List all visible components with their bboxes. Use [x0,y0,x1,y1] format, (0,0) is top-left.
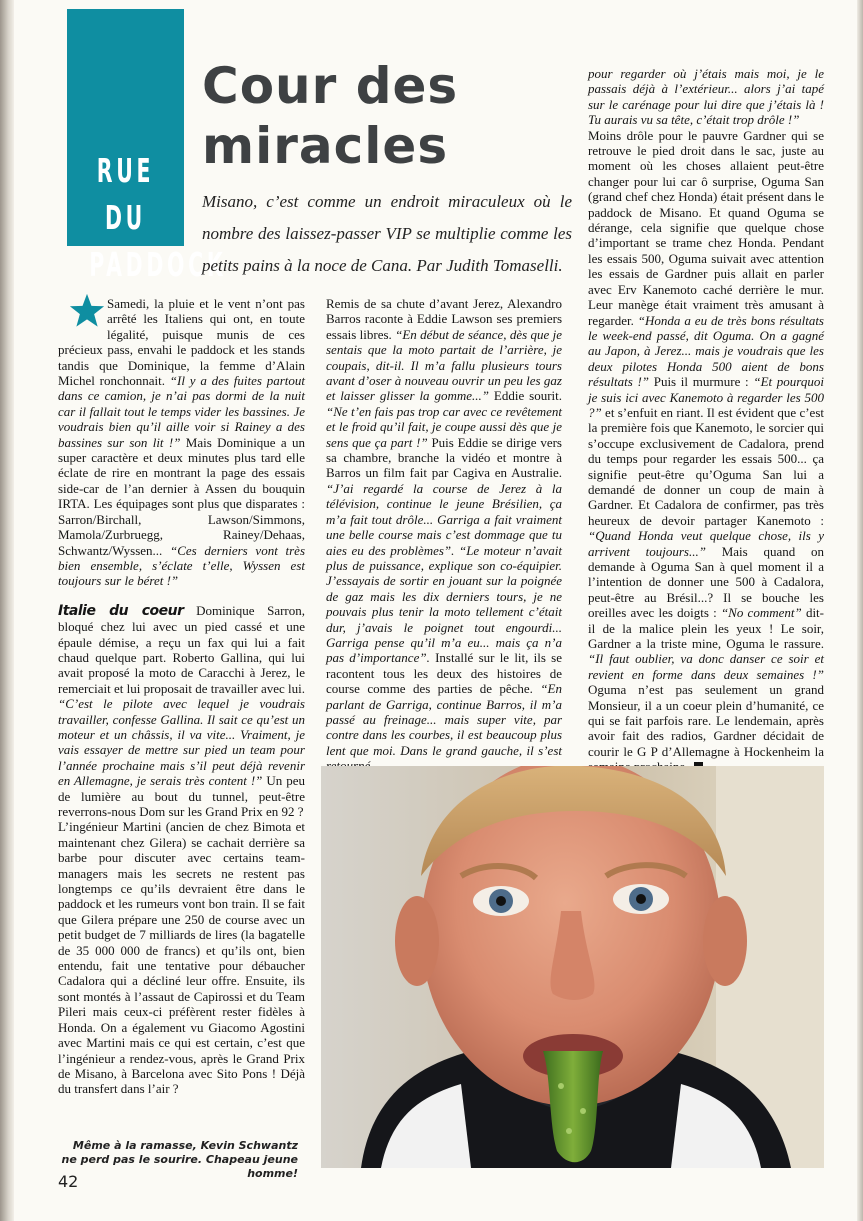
column-1 [58,296,305,1097]
quote: “No comment” [720,605,802,621]
text: Oguma n’est pas seulement un grand Monsieur, il a un coeur plein d’humanité, ce qui se fait parfois rare. Le lendemain, après avoir fait des radios, Gardner décidait de courir le G P d’Allemagne à Hockenheim la [588,682,824,759]
text: dit-il de la malice plein les yeux ! Le soir, Gardner a la triste mine, Oguma le rassure. [588,605,824,652]
quote: “Honda a eu de très bons résultats le week-end passé, dit Oguma. On a gagné au Japon, à Jerez... mais je voudrais que les deux pilotes Honda 500 aient de bons résultats !” [588,312,824,390]
page-binding [0,0,14,1221]
quote: pour regarder où j’étais mais moi, je le passais déjà à l’extérieur... alors j’ai tapé sur le carénage pour lui dire que j’étais là ! Tu aurais vu sa tête, c’était trop drôle !” [588,66,824,128]
title-line-2: miracles [202,117,449,175]
text: Puis il murmure : [649,374,754,390]
quote: “En parlant de Garriga, continue Barros, il m’a passé au freinage... mais super vite, par contre dans les courbes, il est beaucoup plus lent que moi. Dans le grand gauche, il s’est [326,681,562,758]
portrait-photo [321,766,824,1168]
quote: “Et pourquoi je suis ici avec Kanemoto à regarder les 500 ?” [588,374,824,420]
text: Eddie sourit. [489,388,562,404]
column-2 [326,296,562,774]
rubric-line-2: PADDOCK [89,245,227,284]
paragraph [326,296,562,774]
text: Puis Eddie se dirige vers sa chambre, branche la vidéo et montre à Barros un film fait par Cagiva en Australie. [326,434,562,481]
text: Mais quand on demande à Oguma San à quel moment il a l’intention de donner une 500 à Cadalora, peut-être au Brésil...? Il se bouche les oreilles avec les doigts : [588,543,824,621]
page-number: 42 [58,1172,79,1191]
article-title [202,56,582,176]
quote: “Il y a des fuites partout dans ce camion, je n’ai pas dormi de la nuit car il fallait tout le temps vider les bassines. Je voudrais bien qu’il aille voir si Rainey a des bassines sur son lit !” [58,373,306,450]
paragraph: L’ingénieur Martini (ancien de chez Bimota et maintenant chez Gilera) se cachait derrière sa barbe pour discuter avec certains team-managers mais les secrets ne restent pas longtemps ce qu’ils devraient être dans le paddock et les rumeurs vont bon train. Il se fait que Gilera prépare une 250 de course avec un petit budget de 7 milliards de lires (la bagatelle de 35 000 000 de francs) et qu’ils ont, bien entendu, fait une tentative pour débaucher Cadalora qui a décliné leur offre. Ensuite, ils sont montés à l’assaut de Capirossi et du Team Pileri mais ceux-ci préfèrent rester fidèles à Honda. On a également vu Giacomo Agostini avec Martini mais ce qui est certain, c’est que l’ingénieur a rendez-vous, après le Grand Prix de Misano, à Barcelona avec Sito Pons ! Déjà du transfert dans l’air ? [58,819,305,1097]
article-lead: Misano, c’est comme un endroit miraculeux où le nombre des laissez-passer VIP se multiplie comme les petits pains à la noce de Cana. Par Judith Tomaselli. [202,192,572,275]
quote: “Ces derniers vont très bien ensemble, s’éclate t’elle, Wyssen est toujours sur le béret !” [58,542,305,589]
photo-caption: Même à la ramasse, Kevin Schwantz ne perd pas le sourire. Chapeau jeune homme! [61,1139,298,1180]
rubric-text [89,147,227,288]
text: Un peu de lumière au bout du tunnel, peut-être reverrons-nous Dom sur les Grand Prix en 92 ? [58,773,305,819]
paragraph [58,603,305,820]
quote: “Quand Honda veut quelque chose, ils y arrivent toujours...” [588,528,824,559]
text: Installé sur le lit, ils se racontent tous les deux des histoires de course comme des parties de pêche. [326,650,562,697]
text: et s’enfuit en riant. Il est évident que c’est la première fois que Kanemoto, le sorcier qui s’occupe exclusivement de Cadalora, prend du temps pour regarder les essais 500... ça signifie peut-être qu’Oguma San lui a demandé de donner un coup de main à Gardner. Et Cadalora de confirmer, pas très heureux de devoir partager Kanemoto : [588,404,824,528]
rubric-line-1: RUE DU [96,151,155,237]
paragraph [588,128,824,775]
text: Dominique Sarron, bloqué chez lui avec un pied cassé et une épaule démise, a reçu un fax qui lui a fait chaud quelque part. Roberto Gallina, qui lui avait proposé la moto de Caracchi à Jerez, le remerciait et lui proposait de travailler avec lui. [58,602,305,696]
quote: “Ne t’en fais pas trop car avec ce revêtement et le froid qu’il fait, je coupe aussi dès que je sens que ça part !” [326,403,562,450]
page-edge [857,0,863,1221]
quote: “Il faut oublier, va donc danser ce soir et revient en forme dans deux semaines !” [588,651,824,682]
text: Samedi, la pluie et le vent n’ont pas arrêté les Italiens qui ont, en toute légalité, puisque munis de ces précieux pass, envahi le paddock et les stands tandis que Dominique, la femme d’Alain Michel ronchonnait. [58,296,305,389]
subheading: Italie du coeur [58,602,184,619]
quote: “C’est le pilote avec lequel je voudrais travailler, confesse Gallina. Il sait ce qu’est un moteur et un châssis, il va vite... Vraiment, je vais essayer de mettre sur pied un team pour l’année prochaine mais s’il peut déjà revenir en Allemagne, je serais très content !” [58,696,305,789]
column-3 [588,66,824,775]
text: Moins drôle pour le pauvre Gardner qui se retrouve le pied droit dans le sac, juste au moment où les choses allaient peut-être changer pour lui car ô surprise, Oguma San (grand chef chez Honda) était présent dans le paddock de Misano. Et quand Oguma se dérange, cela signifie que quelque chose d’important se trame chez Honda. Pendant les essais 500, Oguma suivait avec attention les essais de Gardner puis allait en parler avec Erv Kanemoto caché derrière le mur. Leur manège était vraiment très amusant à regarder. [588,127,824,328]
quote: “J’ai regardé la course de Jerez à la télévision, continue le jeune Brésilien, ça m’a fait tout drôle... Garriga a fait vraiment une belle course mais c’est dommage que tu aies eu des problèmes”. “Le moteur n’avait plus de puissance, explique son co-équipier. J’essayais de sortir en jouant sur la poignée de gaz mais les dix derniers tours, je ne pouvais plus tenir la moto tellement c’était dur, j’avais le poignet tout engourdi... Garriga pense qu’il m’a eu... mais ça n’a pas d’importance”. [326,480,562,666]
text: Remis de sa chute d’avant Jerez, Alexandro Barros raconte à Eddie Lawson ses premiers essais libres. [326,296,562,342]
title-line-1: Cour des [202,57,459,115]
photo-illustration [321,766,824,1168]
paragraph [58,296,305,589]
quote: “En début de séance, dès que je sentais que la moto partait de l’arrière, je coupais, dit-il. Il m’a fallu plusieurs tours avant d’oser à nouveau ouvrir un peu les gaz et laisser glisser la gomme...” [326,326,562,404]
text: Mais Dominique a un super caractère et deux minutes plus tard elle éclate de rire en montrant la page des essais side-car de l’an dernier à Assen du bouquin IRTA. Les équipages sont plus que disparates : Sarron/Birchall, Lawson/Simmons, Mamola/Zurbruegg, Rainey/Dehaas, Schwantz/Wyssen... [58,434,305,558]
dropcap-space [58,296,107,330]
section-rubric [67,9,227,284]
